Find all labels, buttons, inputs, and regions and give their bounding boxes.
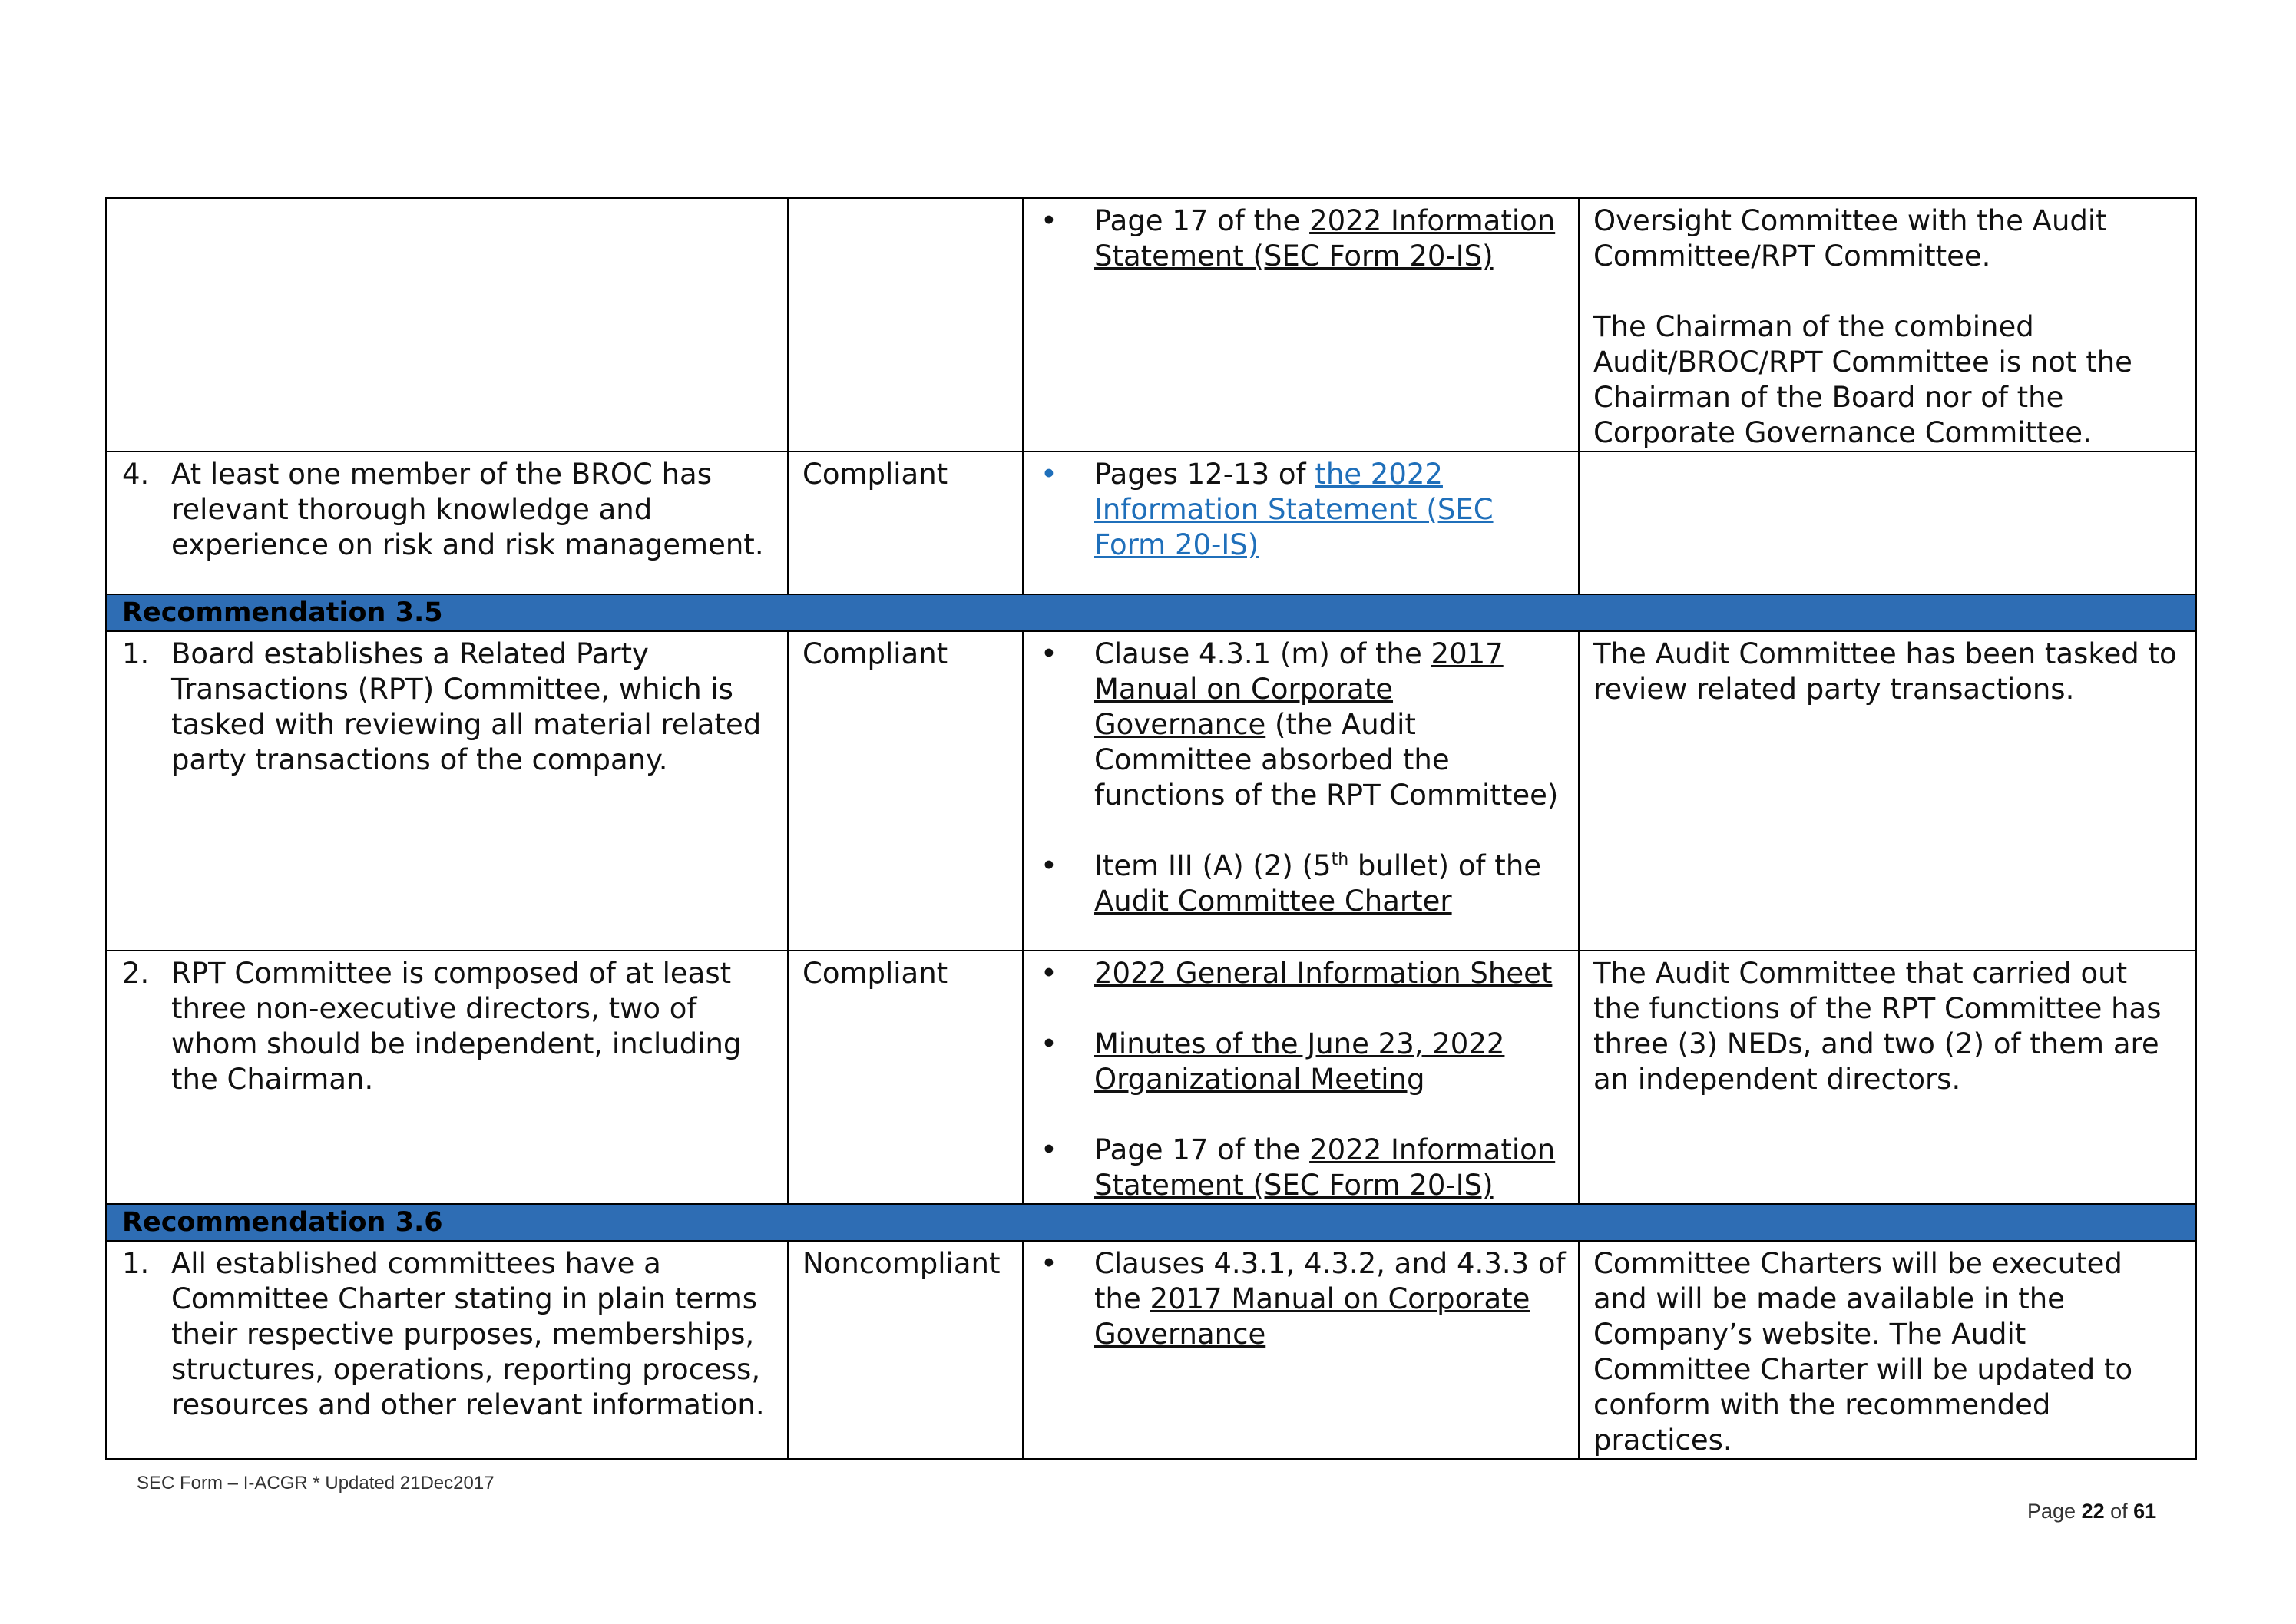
document-link[interactable]: Minutes of the June 23, 2022 Organizational Meeting xyxy=(1094,1027,1505,1096)
recommendation-text: All established committees have a Committee Charter stating in plain terms their respective purposes, memberships, structures, operations, reporting process, resources and other relevant information. xyxy=(171,1247,765,1421)
reference-item: • Page 17 of the 2022 Information Statement (SEC Form 20-IS) xyxy=(1034,203,1567,274)
recommendation-header xyxy=(106,1204,2196,1241)
document-link[interactable]: 2017 Manual on Corporate Governance xyxy=(1094,1282,1530,1351)
reference-list xyxy=(1024,951,1578,1203)
compliance-status-cell xyxy=(788,451,1023,594)
item-number: 4. xyxy=(122,458,150,491)
supporting-info-cell xyxy=(1023,951,1579,1204)
current-page: 22 xyxy=(2081,1500,2105,1523)
recommendation-cell xyxy=(106,1241,788,1459)
document-link[interactable]: 2022 Information Statement (SEC Form 20-IS) xyxy=(1094,1133,1556,1202)
recommendation-title: Recommendation 3.5 xyxy=(122,597,443,628)
reference-item xyxy=(1034,1027,1567,1097)
bullet-icon: • xyxy=(1040,957,1057,990)
explanation-text: Oversight Committee with the Audit Committee/RPT Committee. xyxy=(1593,204,2107,273)
reference-item: • Clause 4.3.1 (m) of the 2017 Manual on Corporate Governance (the Audit Committee absorbed the functions of the RPT Committee) xyxy=(1034,637,1567,813)
recommendation-header-row xyxy=(106,1204,2196,1241)
reference-item xyxy=(1034,956,1567,991)
reference-list xyxy=(1024,199,1578,274)
bullet-icon: • xyxy=(1040,1027,1057,1060)
explanation-cell xyxy=(1579,951,2196,1204)
reference-item: • Pages 12-13 of the 2022 Information Statement (SEC Form 20-IS) xyxy=(1034,457,1567,563)
reference-list xyxy=(1024,632,1578,919)
document-link[interactable]: the 2022 Information Statement (SEC Form 20-IS) xyxy=(1094,458,1494,561)
recommendation-cell xyxy=(106,631,788,951)
explanation-text xyxy=(1580,452,2195,457)
item-number: 2. xyxy=(122,957,150,990)
compliance-status: Noncompliant xyxy=(802,1247,1001,1280)
page-number: Page 22 of 61 xyxy=(2027,1500,2157,1523)
footer-form-id: SEC Form – I-ACGR * Updated 21Dec2017 xyxy=(137,1473,495,1493)
reference-item: • Page 17 of the 2022 Information Statement (SEC Form 20-IS) xyxy=(1034,1133,1567,1203)
recommendation-text: Board establishes a Related Party Transactions (RPT) Committee, which is tasked with reviewing all material related party transactions of the company. xyxy=(171,637,762,776)
document-link[interactable]: Audit Committee Charter xyxy=(1094,885,1452,918)
explanation-cell xyxy=(1579,451,2196,594)
item-number: 1. xyxy=(122,637,150,670)
explanation-cell xyxy=(1579,198,2196,451)
explanation-cell xyxy=(1579,631,2196,951)
explanation-text: The Audit Committee that carried out the functions of the RPT Committee has three (3) NEDs, and two (2) of them are an independent directors. xyxy=(1593,957,2162,1096)
reference-list xyxy=(1024,1242,1578,1352)
recommendation-cell xyxy=(106,451,788,594)
reference-item: • Item III (A) (2) (5th bullet) of the Audit Committee Charter xyxy=(1034,848,1567,919)
document-link[interactable]: 2017 Manual on Corporate Governance xyxy=(1094,637,1504,741)
compliance-status: Compliant xyxy=(802,458,948,491)
reference-item: • Clauses 4.3.1, 4.3.2, and 4.3.3 of the 2017 Manual on Corporate Governance xyxy=(1034,1246,1567,1352)
document-link[interactable]: 2022 Information Statement (SEC Form 20-IS) xyxy=(1094,204,1556,273)
supporting-info-cell xyxy=(1023,198,1579,451)
recommendation-title: Recommendation 3.6 xyxy=(122,1207,443,1238)
recommendation-text: At least one member of the BROC has relevant thorough knowledge and experience on risk and risk management. xyxy=(171,458,764,561)
recommendation-header-row xyxy=(106,594,2196,631)
recommendation-text: RPT Committee is composed of at least three non-executive directors, two of whom should be independent, including the Chairman. xyxy=(171,957,742,1096)
table-row xyxy=(106,198,2196,451)
explanation-text: The Chairman of the combined Audit/BROC/RPT Committee is not the Chairman of the Board nor of the Corporate Governance Committee. xyxy=(1593,310,2132,449)
bullet-icon: • xyxy=(1040,1247,1057,1280)
document-link[interactable]: 2022 General Information Sheet xyxy=(1094,957,1553,990)
compliance-status: Compliant xyxy=(802,957,948,990)
explanation-text: The Audit Committee has been tasked to review related party transactions. xyxy=(1593,637,2177,706)
supporting-info-cell xyxy=(1023,1241,1579,1459)
table-row xyxy=(106,951,2196,1204)
acgr-compliance-table xyxy=(105,197,2197,1460)
compliance-status-cell xyxy=(788,951,1023,1204)
compliance-status-cell xyxy=(788,1241,1023,1459)
compliance-status-cell xyxy=(788,631,1023,951)
compliance-status: Compliant xyxy=(802,637,948,670)
total-pages: 61 xyxy=(2133,1500,2157,1523)
bullet-icon: • xyxy=(1040,1133,1057,1166)
bullet-icon: • xyxy=(1040,204,1057,237)
table-row xyxy=(106,631,2196,951)
bullet-icon: • xyxy=(1040,637,1057,670)
table-row xyxy=(106,1241,2196,1459)
recommendation-header xyxy=(106,594,2196,631)
supporting-info-cell xyxy=(1023,451,1579,594)
table-row xyxy=(106,451,2196,594)
recommendation-cell xyxy=(106,198,788,451)
explanation-cell xyxy=(1579,1241,2196,1459)
reference-list xyxy=(1024,452,1578,563)
compliance-status-cell xyxy=(788,198,1023,451)
bullet-icon: • xyxy=(1040,458,1057,491)
recommendation-cell xyxy=(106,951,788,1204)
bullet-icon: • xyxy=(1040,849,1057,882)
item-number: 1. xyxy=(122,1247,150,1280)
explanation-text: Committee Charters will be executed and will be made available in the Company’s website. The Audit Committee Charter will be updated to conform with the recommended practices. xyxy=(1593,1247,2133,1457)
supporting-info-cell xyxy=(1023,631,1579,951)
